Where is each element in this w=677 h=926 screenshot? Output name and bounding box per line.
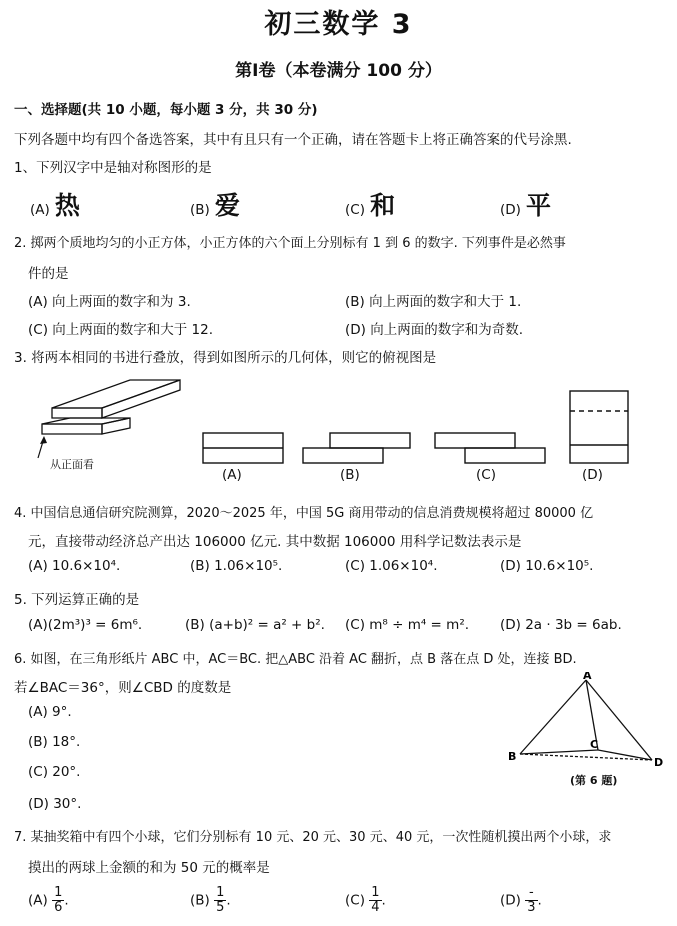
q7-stem-line1: 7. 某抽奖箱中有四个小球，它们分别标有 10 元、20 元、30 元、40 元，一次性随机摸出两个小球，求	[14, 830, 612, 845]
q2-stem-line1: 2. 掷两个质地均匀的小正方体，小正方体的六个面上分别标有 1 到 6 的数字. 下列事件是必然事	[14, 236, 566, 251]
section-instruction: 下列各题中均有四个备选答案，其中有且只有一个正确，请在答题卡上将正确答案的代号涂黑.	[14, 132, 572, 148]
q6-figure-caption: (第 6 题)	[570, 774, 618, 787]
q4-stem-line1: 4. 中国信息通信研究院测算，2020～2025 年，中国 5G 商用带动的信息消费规模将超过 80000 亿	[14, 506, 594, 521]
option-char: 热	[54, 191, 80, 220]
point-c-label: C	[590, 738, 599, 751]
page-subtitle: 第Ⅰ卷（本卷满分 100 分）	[235, 61, 442, 81]
q1-option-c	[345, 186, 395, 222]
q7-stem-line2: 摸出的两球上金额的和为 50 元的概率是	[28, 860, 270, 876]
q6-option-a: (A) 9°.	[28, 704, 72, 720]
option-char: 平	[526, 191, 552, 220]
q2-stem-line2: 件的是	[28, 266, 69, 282]
option-char: 和	[370, 191, 396, 220]
option-label: (A)	[30, 202, 50, 218]
numerator: 1	[371, 885, 380, 900]
fraction	[369, 886, 381, 915]
option-label: (A)	[28, 892, 48, 909]
q6-stem-line2: 若∠BAC＝36°，则∠CBD 的度数是	[14, 680, 232, 696]
q3-option-c: (C)	[476, 467, 496, 483]
q7-option-a: (A) $\frac{1}{6}$ .	[28, 885, 69, 915]
q2-option-d: (D) 向上两面的数字和为奇数.	[345, 322, 524, 338]
q3-option-b: (B)	[340, 467, 360, 483]
option-label: (D)	[500, 202, 521, 218]
denominator: 5	[216, 900, 225, 915]
denominator: 4	[371, 900, 380, 915]
q1-option-d	[500, 186, 551, 222]
q6-option-c: (C) 20°.	[28, 764, 81, 780]
q2-option-c: (C) 向上两面的数字和大于 12.	[28, 322, 214, 338]
q5-option-a: (A)(2m³)³ = 6m⁶.	[28, 617, 143, 633]
q3-front-view-label: 从正面看	[50, 458, 94, 471]
q7-option-c: (C) $\frac{1}{4}$ .	[345, 885, 386, 915]
option-label: (B)	[190, 892, 210, 909]
q1-option-a	[30, 186, 80, 222]
q3-option-a: (A)	[222, 467, 242, 483]
denominator: 6	[54, 900, 63, 915]
option-label: (C)	[345, 892, 365, 909]
q4-option-d: (D) 10.6×10⁵.	[500, 558, 594, 574]
q6-option-b: (B) 18°.	[28, 734, 81, 750]
numerator: -	[525, 886, 537, 901]
fraction	[214, 886, 226, 915]
fraction	[525, 886, 537, 915]
numerator: 1	[216, 885, 225, 900]
q7-option-d: (D) $\frac{-}{3}$ .	[500, 885, 542, 915]
page-title: 初三数学 3	[264, 9, 413, 40]
q6-option-d: (D) 30°.	[28, 796, 82, 812]
denominator: 3	[527, 900, 536, 915]
q5-option-d: (D) 2a · 3b = 6ab.	[500, 617, 622, 633]
q6-triangle-figure	[500, 672, 670, 772]
fraction	[52, 886, 64, 915]
option-label: (D)	[500, 892, 521, 909]
q1-stem: 1、下列汉字中是轴对称图形的是	[14, 160, 212, 176]
point-d-label: D	[654, 756, 664, 769]
q5-option-b: (B) (a+b)² = a² + b².	[185, 617, 325, 633]
q3-stem: 3. 将两本相同的书进行叠放，得到如图所示的几何体，则它的俯视图是	[14, 350, 437, 366]
q5-option-c: (C) m⁸ ÷ m⁴ = m².	[345, 617, 470, 633]
q4-option-a: (A) 10.6×10⁴.	[28, 558, 121, 574]
q7-option-b: (B) $\frac{1}{5}$ .	[190, 885, 231, 915]
q3-option-d: (D)	[582, 467, 603, 483]
section-heading: 一、选择题(共 10 小题，每小题 3 分，共 30 分)	[14, 102, 318, 118]
option-char: 爱	[214, 191, 240, 220]
q1-option-b	[190, 186, 240, 222]
numerator: 1	[54, 885, 63, 900]
q5-stem: 5. 下列运算正确的是	[14, 592, 140, 608]
point-a-label: A	[583, 672, 592, 682]
q4-option-b: (B) 1.06×10⁵.	[190, 558, 283, 574]
option-label: (B)	[190, 202, 210, 218]
option-label: (C)	[345, 202, 365, 218]
q2-option-b: (B) 向上两面的数字和大于 1.	[345, 294, 522, 310]
q6-stem-line1: 6. 如图，在三角形纸片 ABC 中，AC＝BC. 把△ABC 沿着 AC 翻折，点 B 落在点 D 处，连接 BD.	[14, 652, 577, 667]
q4-stem-line2: 元，直接带动经济总产出达 106000 亿元. 其中数据 106000 用科学记数法表示是	[28, 534, 522, 550]
point-b-label: B	[508, 750, 517, 763]
q4-option-c: (C) 1.06×10⁴.	[345, 558, 438, 574]
q2-option-a: (A) 向上两面的数字和为 3.	[28, 294, 191, 310]
